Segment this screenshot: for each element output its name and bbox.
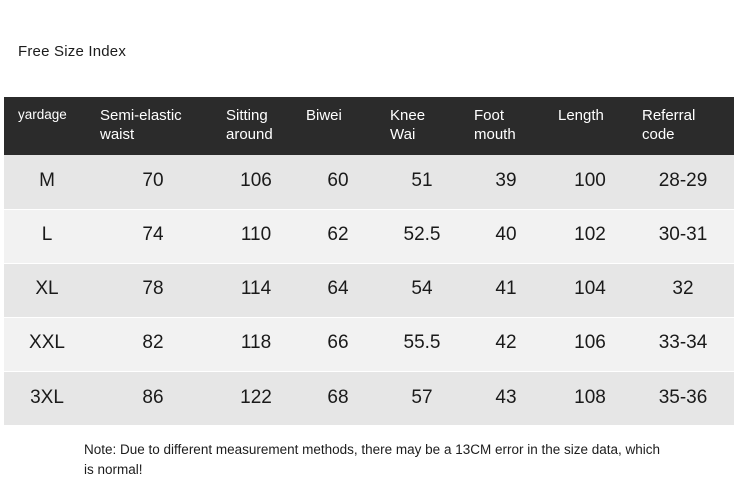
cell-foot-mouth: 43	[464, 371, 548, 425]
table-header-row	[4, 97, 734, 155]
cell-sitting-around: 106	[216, 155, 296, 209]
cell-waist: 74	[90, 209, 216, 263]
column-header-semi-elastic-waist: Semi-elastic waist	[90, 97, 216, 155]
table-row	[4, 371, 734, 425]
cell-sitting-around: 114	[216, 263, 296, 317]
cell-biwei: 66	[296, 317, 380, 371]
cell-waist: 82	[90, 317, 216, 371]
cell-foot-mouth: 41	[464, 263, 548, 317]
cell-biwei: 68	[296, 371, 380, 425]
cell-knee-wai: 55.5	[380, 317, 464, 371]
table-body	[4, 155, 734, 425]
cell-knee-wai: 57	[380, 371, 464, 425]
cell-biwei: 64	[296, 263, 380, 317]
cell-waist: 78	[90, 263, 216, 317]
cell-knee-wai: 54	[380, 263, 464, 317]
cell-size: 3XL	[4, 371, 90, 425]
cell-size: M	[4, 155, 90, 209]
size-table	[4, 97, 734, 425]
column-header-foot-mouth: Foot mouth	[464, 97, 548, 155]
column-header-yardage: yardage	[4, 97, 90, 155]
cell-length: 106	[548, 317, 632, 371]
cell-sitting-around: 110	[216, 209, 296, 263]
table-header	[4, 97, 734, 155]
cell-length: 100	[548, 155, 632, 209]
table-row	[4, 263, 734, 317]
cell-waist: 70	[90, 155, 216, 209]
cell-size: XL	[4, 263, 90, 317]
cell-biwei: 62	[296, 209, 380, 263]
column-header-sitting-around: Sitting around	[216, 97, 296, 155]
cell-length: 104	[548, 263, 632, 317]
cell-size: XXL	[4, 317, 90, 371]
cell-biwei: 60	[296, 155, 380, 209]
column-header-length: Length	[548, 97, 632, 155]
column-header-biwei: Biwei	[296, 97, 380, 155]
page-title: Free Size Index	[18, 43, 127, 60]
cell-length: 108	[548, 371, 632, 425]
column-header-knee-wai: Knee Wai	[380, 97, 464, 155]
cell-referral-code: 32	[632, 263, 734, 317]
cell-referral-code: 33-34	[632, 317, 734, 371]
cell-knee-wai: 52.5	[380, 209, 464, 263]
cell-size: L	[4, 209, 90, 263]
table-row	[4, 155, 734, 209]
table-row	[4, 209, 734, 263]
cell-length: 102	[548, 209, 632, 263]
cell-referral-code: 30-31	[632, 209, 734, 263]
cell-foot-mouth: 39	[464, 155, 548, 209]
cell-waist: 86	[90, 371, 216, 425]
cell-foot-mouth: 42	[464, 317, 548, 371]
size-table-wrapper	[4, 97, 734, 425]
cell-referral-code: 28-29	[632, 155, 734, 209]
table-row	[4, 317, 734, 371]
cell-referral-code: 35-36	[632, 371, 734, 425]
cell-foot-mouth: 40	[464, 209, 548, 263]
cell-sitting-around: 118	[216, 317, 296, 371]
column-header-referral-code: Referral code	[632, 97, 734, 155]
cell-knee-wai: 51	[380, 155, 464, 209]
cell-sitting-around: 122	[216, 371, 296, 425]
measurement-note: Note: Due to different measurement methods, there may be a 13CM error in the size data, which is normal!	[84, 442, 661, 478]
